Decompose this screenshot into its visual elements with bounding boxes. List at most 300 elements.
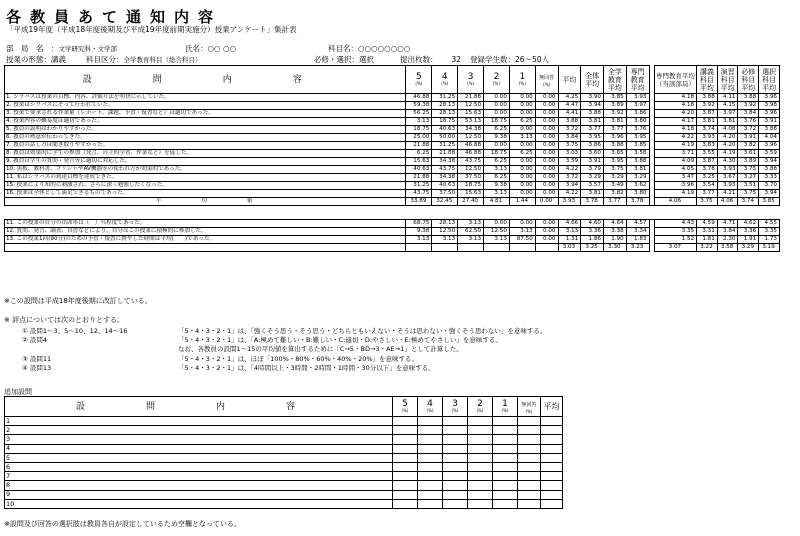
value-cell: 3.80 [626,118,649,126]
value-cell: 4.19 [654,190,696,198]
value-cell: 4.55 [759,220,780,228]
value-cell: 43.75 [458,158,484,166]
average-label-2 [5,244,406,252]
table-row [5,134,780,142]
table-row [5,236,780,244]
value-cell: 4.57 [626,220,649,228]
value-cell: 18.75 [432,118,458,126]
empty-cell [468,490,493,499]
value-cell: 3.29 [581,174,604,182]
additional-row [5,444,563,453]
table-row [5,182,780,190]
edu-average-header: 全学教育平均 [604,66,627,94]
value-cell: 0.00 [535,134,558,142]
value-cell: 3.81 [697,118,718,126]
value-cell: 3.89 [604,102,627,110]
required-average-header: 必修科目平均 [738,66,759,94]
value-cell: 6.25 [484,174,510,182]
value-cell: 4.59 [697,220,718,228]
table-row [5,94,780,102]
value-cell: 3.13 [484,166,510,174]
empty-cell [468,453,493,462]
value-cell: 0.00 [509,158,535,166]
empty-cell [493,435,518,444]
average-row [5,198,780,206]
value-cell: 4.22 [558,166,581,174]
additional-row-number: 3 [5,435,393,444]
empty-cell [541,453,563,462]
empty-cell [418,417,443,426]
average-cell: 3.23 [626,244,649,252]
add-no-answer-header: 無回答 (%) [518,397,541,417]
value-cell: 3.77 [697,190,718,198]
average-cell: 4.06 [717,198,738,206]
value-cell: 3.88 [558,118,581,126]
value-cell: 3.94 [759,158,780,166]
additional-row-number: 1 [5,417,393,426]
empty-cell [493,453,518,462]
value-cell: 0.00 [484,94,510,102]
value-cell: 3.81 [626,166,649,174]
value-cell: 3.85 [604,94,627,102]
division-field: 科目区分：全学教育科目（総合科目） [86,55,202,64]
value-cell: 3.95 [626,134,649,142]
value-cell: 3.88 [759,166,780,174]
value-cell: 0.00 [509,220,535,228]
table-row [5,150,780,158]
value-cell: 3.36 [738,228,759,236]
value-cell: 1.31 [558,236,581,244]
question-text: 16. 授業は全体として満足できるものであった。 [5,190,406,198]
empty-cell [443,462,468,471]
value-cell: 4.60 [581,220,604,228]
empty-cell [518,417,541,426]
value-cell: 0.00 [535,102,558,110]
empty-cell [468,499,493,508]
revised-note: ※この設問は平成18年度後期に改訂している。 [4,297,152,305]
empty-cell [418,453,443,462]
average-cell: 4.81 [484,198,510,206]
value-cell: 0.00 [509,110,535,118]
value-cell: 3.25 [697,174,718,182]
additional-row [5,417,563,426]
note-item-label: ④ 設問13 [22,364,52,372]
empty-cell [468,444,493,453]
value-cell: 6.25 [509,150,535,158]
empty-cell [518,462,541,471]
value-cell: 3.83 [697,142,718,150]
average-cell: 3.58 [717,244,738,252]
additional-row [5,499,563,508]
average-cell: 3.85 [759,198,780,206]
additional-row-number: 9 [5,490,393,499]
value-cell: 3.92 [738,102,759,110]
course-field: 科目名：○○○○○○○○ [328,44,411,53]
value-cell: 0.00 [535,110,558,118]
value-cell: 2.30 [717,236,738,244]
value-cell: 3.59 [759,150,780,158]
value-cell: 3.91 [759,118,780,126]
value-cell: 3.29 [604,174,627,182]
question-text: 3. 授業で要求される作業量（レポート、課題、予習・復習など）は適切であった。 [5,110,406,118]
additional-row [5,426,563,435]
value-cell: 12.50 [458,166,484,174]
value-cell: 3.88 [697,94,718,102]
value-cell: 4.66 [558,220,581,228]
value-cell: 3.76 [738,118,759,126]
average-cell: 3.03 [558,244,581,252]
value-cell: 3.92 [697,102,718,110]
empty-cell [518,490,541,499]
note-item-desc: なお、各教員の設問1～15の平均値を算出するために「C→5・BD→3・AE→1」として計算した。 [178,345,463,353]
empty-cell [418,462,443,471]
value-cell: 3.75 [738,190,759,198]
value-cell: 3.80 [626,190,649,198]
empty-cell [541,490,563,499]
value-cell: 4.41 [558,110,581,118]
empty-cell [418,444,443,453]
value-cell: 0.00 [535,190,558,198]
empty-cell [493,481,518,490]
average-row-2 [5,244,780,252]
value-cell: 40.63 [432,126,458,134]
additional-row [5,453,563,462]
value-cell: 3.88 [759,126,780,134]
add-score-1-header: 1 (%) [493,397,518,417]
value-cell: 4.21 [717,190,738,198]
value-cell: 40.63 [432,182,458,190]
value-cell: 3.95 [581,134,604,142]
value-cell: 3.86 [581,142,604,150]
value-cell: 12.50 [484,228,510,236]
empty-cell [518,472,541,481]
additional-row-number: 5 [5,453,393,462]
table-row [5,174,780,182]
value-cell: 3.13 [458,236,484,244]
add-average-header: 平均 [541,397,563,417]
page-title: 各教員あて通知内容 [6,8,223,26]
value-cell: 3.57 [581,182,604,190]
value-cell: 12.50 [458,102,484,110]
value-cell: 3.13 [406,236,432,244]
add-score-2-header: 2 (%) [468,397,493,417]
value-cell: 3.97 [717,110,738,118]
empty-cell [468,472,493,481]
value-cell: 3.94 [558,182,581,190]
empty-cell [418,472,443,481]
value-cell: 31.25 [432,142,458,150]
value-cell: 6.25 [484,158,510,166]
value-cell: 21.88 [406,142,432,150]
average-cell: 3.74 [738,198,759,206]
lecture-average-header: 講義科目平均 [697,66,718,94]
question-text: 6. 教員の熱意が伝わってきた。 [5,134,406,142]
empty-cell [393,435,418,444]
value-cell: 4.71 [717,220,738,228]
question-text: 2. 授業はシラバスにそって行われていた。 [5,102,406,110]
value-cell: 59.38 [406,102,432,110]
value-cell: 3.49 [604,182,627,190]
value-cell: 3.90 [581,94,604,102]
empty-cell [418,499,443,508]
value-cell: 3.86 [626,110,649,118]
value-cell: 3.82 [738,142,759,150]
name-field: 氏名：○○ ○○ [185,44,237,53]
value-cell: 34.38 [432,158,458,166]
value-cell: 3.59 [558,158,581,166]
value-cell: 3.88 [626,158,649,166]
value-cell: 15.63 [406,158,432,166]
value-cell: 3.72 [738,126,759,134]
additional-row [5,462,563,471]
value-cell: 3.78 [697,166,718,174]
question-text: 4. 授業内容の難易度は適切であった。 [5,118,406,126]
table-row [5,190,780,198]
value-cell: 0.00 [535,220,558,228]
average-label: 平 均 値 [5,198,406,206]
empty-cell [393,481,418,490]
value-cell: 34.38 [432,174,458,182]
empty-cell [541,444,563,453]
value-cell: 9.38 [406,228,432,236]
value-cell: 34.38 [458,126,484,134]
score-1-header: 1 (%) [509,66,535,94]
empty-cell [493,490,518,499]
empty-cell [393,472,418,481]
registered-field: 登録学生数：26～50人 [470,55,550,64]
value-cell: 4.19 [654,142,696,150]
table-row [5,102,780,110]
note-item-label: ① 設問1～3、5～10、12、14～16 [22,327,128,335]
additional-header-row [5,397,563,417]
empty-cell [518,499,541,508]
empty-cell [468,462,493,471]
value-cell: 3.88 [738,94,759,102]
value-cell: 0.00 [535,228,558,236]
question-text: 10. 黒板、教科書、プリントやAV機器等の使われ方が効果的であった。 [5,166,406,174]
empty-cell [518,435,541,444]
value-cell: 18.75 [484,150,510,158]
value-cell: 4.64 [604,220,627,228]
value-cell: 0.00 [535,174,558,182]
additional-row-number: 4 [5,444,393,453]
value-cell: 3.92 [604,110,627,118]
additional-row-number: 2 [5,426,393,435]
note-item-desc: 「5・4・3・2・1」は、「A:極めて難しい・B:難しい・C:適切・D:やさしい・E:極めてやさしい」を意味する。 [178,336,502,344]
value-cell: 21.88 [406,174,432,182]
value-cell: 3.93 [697,134,718,142]
empty-cell [418,435,443,444]
additional-row-number: 10 [5,499,393,508]
empty-cell [541,481,563,490]
additional-question-header: 設 問 内 容 [5,397,393,417]
value-cell: 3.91 [738,134,759,142]
value-cell: 4.62 [738,220,759,228]
value-cell: 46.88 [458,142,484,150]
value-cell: 4.17 [654,118,696,126]
score-2-header: 2 (%) [484,66,510,94]
note-item-desc: 「5・4・3・2・1」は、「強くそう思う・そう思う・どちらともいえない・そうは思わない・強くそう思わない」を意味する。 [178,327,547,335]
value-cell: 1.83 [626,236,649,244]
value-cell: 6.25 [509,118,535,126]
value-cell: 3.33 [759,174,780,182]
value-cell: 3.77 [604,126,627,134]
value-cell: 0.00 [484,110,510,118]
value-cell: 1.86 [581,236,604,244]
question-text: 8. 教員は効果的に学生の参加（発言、自主的学習、作業など）を促した。 [5,150,406,158]
value-cell: 3.13 [484,236,510,244]
value-cell: 3.93 [626,94,649,102]
empty-cell [393,490,418,499]
empty-cell [518,444,541,453]
value-cell: 3.47 [654,174,696,182]
value-cell: 40.63 [406,166,432,174]
empty-cell [468,417,493,426]
add-score-4-header: 4 (%) [418,397,443,417]
note-item-label: ② 設問4 [22,336,48,344]
empty-cell [393,444,418,453]
value-cell: 12.50 [458,134,484,142]
value-cell: 4.15 [717,102,738,110]
value-cell: 0.00 [535,166,558,174]
value-cell: 0.00 [535,94,558,102]
empty-cell [443,453,468,462]
empty-cell [443,444,468,453]
value-cell: 3.84 [717,228,738,236]
empty-cell [541,462,563,471]
value-cell: 3.82 [604,190,627,198]
value-cell: 9.38 [484,134,510,142]
value-cell: 3.71 [654,150,696,158]
empty-cell [468,435,493,444]
value-cell: 18.75 [406,126,432,134]
empty-cell [493,426,518,435]
add-score-5-header: 5 (%) [393,397,418,417]
value-cell: 3.13 [432,236,458,244]
empty-cell [541,426,563,435]
value-cell: 3.13 [484,190,510,198]
empty-cell [541,417,563,426]
table-row [5,110,780,118]
value-cell: 3.84 [558,134,581,142]
table-row [5,228,780,236]
value-cell: 4.18 [654,94,696,102]
value-cell: 1.90 [604,236,627,244]
average-cell: 3.93 [558,198,581,206]
average-cell: 3.07 [654,244,696,252]
value-cell: 0.00 [509,166,535,174]
value-cell: 3.29 [626,174,649,182]
value-cell: 4.22 [654,134,696,142]
question-text: 11. この授業の自分の出席率は（ ）％程度であった。 [5,220,406,228]
average-cell: 3.75 [697,198,718,206]
value-cell: 3.75 [738,166,759,174]
value-cell: 3.70 [759,182,780,190]
value-cell: 46.88 [458,150,484,158]
empty-cell [443,435,468,444]
value-cell: 50.00 [432,134,458,142]
value-cell: 3.84 [738,110,759,118]
value-cell: 3.58 [626,150,649,158]
value-cell: 87.50 [509,236,535,244]
question-text: 15. 授業により知的に刺激され、さらに深く勉強したくなった。 [5,182,406,190]
average-cell: 1.44 [509,198,535,206]
value-cell: 4.47 [558,102,581,110]
value-cell: 37.50 [458,174,484,182]
value-cell: 43.75 [432,166,458,174]
value-cell: 3.94 [581,102,604,110]
value-cell: 4.22 [558,190,581,198]
empty-cell [418,490,443,499]
empty-cell [418,481,443,490]
question-text: 7. 教員の話し方は聞き取りやすかった。 [5,142,406,150]
value-cell: 0.00 [509,94,535,102]
value-cell: 37.50 [432,190,458,198]
empty-cell [443,490,468,499]
empty-cell [393,426,418,435]
value-cell: 12.50 [432,228,458,236]
value-cell: 0.00 [535,182,558,190]
value-cell: 3.72 [558,174,581,182]
no-answer-header: 無回答 (%) [535,66,558,94]
value-cell: 3.98 [759,102,780,110]
value-cell: 0.00 [535,236,558,244]
empty-cell [393,453,418,462]
value-cell: 31.25 [432,94,458,102]
question-text: 5. 教員の説明はわかりやすかった。 [5,126,406,134]
value-cell: 15.63 [458,110,484,118]
table-row [5,220,780,228]
value-cell: 3.81 [717,118,738,126]
value-cell: 46.88 [406,94,432,102]
value-cell: 3.38 [604,228,627,236]
empty-cell [493,417,518,426]
value-cell: 3.96 [759,110,780,118]
question-text: 9. 教員は学生の質問・発言等に適切に対応した。 [5,158,406,166]
average-cell: 3.22 [697,244,718,252]
value-cell: 3.76 [626,126,649,134]
empty-cell [443,426,468,435]
average-cell: 3.19 [759,244,780,252]
value-cell: 0.00 [535,142,558,150]
empty-cell [541,435,563,444]
table-row [5,166,780,174]
empty-cell [541,472,563,481]
average-cell: 4.06 [654,198,696,206]
average-cell: 3.78 [626,198,649,206]
value-cell: 3.91 [581,158,604,166]
value-cell: 3.31 [697,228,718,236]
average-cell: 3.25 [581,244,604,252]
value-cell: 3.96 [759,94,780,102]
value-cell: 3.75 [558,142,581,150]
empty-cell [418,426,443,435]
value-cell: 3.94 [759,190,780,198]
value-cell: 4.09 [654,158,696,166]
value-cell: 3.13 [406,118,432,126]
value-cell: 3.75 [604,166,627,174]
empty-cell [393,462,418,471]
value-cell: 4.04 [759,134,780,142]
value-cell: 0.00 [535,150,558,158]
value-cell: 1.81 [697,236,718,244]
value-cell: 4.11 [717,94,738,102]
overall-average-header: 全体平均 [581,66,604,94]
value-cell: 3.81 [581,190,604,198]
value-cell: 21.88 [458,94,484,102]
value-cell: 0.00 [535,118,558,126]
value-cell: 28.13 [432,220,458,228]
